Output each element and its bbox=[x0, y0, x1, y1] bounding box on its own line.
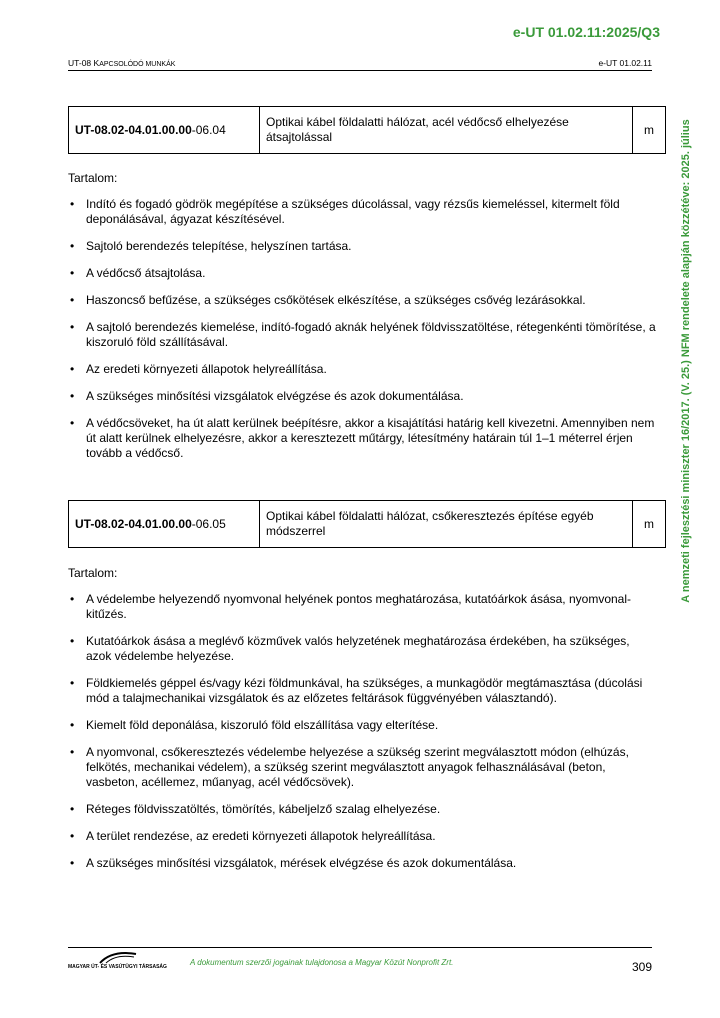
list-item: • A védőcső átsajtolása. bbox=[70, 266, 206, 280]
bullet-icon: • bbox=[70, 389, 75, 403]
side-note-text: A nemzeti fejlesztési miniszter 16/2017. (V. 25.) NFM rendelete alapján közzétéve: 2025. július bbox=[680, 119, 692, 603]
publication-side-note bbox=[676, 96, 696, 626]
copyright-notice: A dokumentum szerzői jogainak tulajdonosa a Magyar Közút Nonprofit Zrt. bbox=[190, 958, 454, 967]
page-number: 309 bbox=[631, 960, 652, 974]
bullet-icon: • bbox=[70, 416, 75, 430]
bullet-list-2 bbox=[68, 592, 656, 883]
bullet-list-1 bbox=[68, 197, 656, 473]
list-item: • A védelembe helyezendő nyomvonal helyének pontos meghatározása, kutatóárkok ásása, nyomvonal-kitűzés. bbox=[70, 592, 631, 621]
list-item: • A sajtoló berendezés kiemelése, indító-fogadó aknák helyének földvisszatöltése, rétegenkénti tömörítése, a kiszoruló föld szállításával. bbox=[70, 320, 656, 349]
running-header-left bbox=[68, 58, 175, 68]
bullet-icon: • bbox=[70, 802, 75, 816]
item-code-suffix: -06.05 bbox=[191, 517, 226, 531]
item-unit: m bbox=[633, 107, 666, 154]
bullet-icon: • bbox=[70, 745, 75, 759]
organization-name: MAGYAR ÚT- ÉS VASÚTÜGYI TÁRSASÁG bbox=[68, 964, 167, 970]
bullet-icon: • bbox=[70, 293, 75, 307]
bullet-icon: • bbox=[70, 676, 75, 690]
bullet-icon: • bbox=[70, 856, 75, 870]
bullet-icon: • bbox=[70, 197, 75, 211]
list-item: • A nyomvonal, csőkeresztezés védelembe helyezése a szükség szerint megválasztott módon (elhúzás, felkötés, mechanikai védelem), a szükség szerint megválasztott anyagok felhasználásával (beton, vasbeton, acéllemez, műanyag, acél védőcsövek). bbox=[70, 745, 629, 789]
organization-logo bbox=[68, 950, 167, 974]
item-code-main: UT-08.02-04.01.00.00 bbox=[75, 517, 192, 531]
item-code bbox=[69, 107, 260, 154]
list-item: • Földkiemelés géppel és/vagy kézi földmunkával, ha szükséges, a munkagödör megtámasztása (dúcolási mód a talajmechanikai vizsgálatok és az előzetes feltárások függvényében választandó). bbox=[70, 676, 643, 705]
list-item: • Sajtoló berendezés telepítése, helyszínen tartása. bbox=[70, 239, 352, 253]
chapter-smallcaps: APCSOLÓDÓ MUNKÁK bbox=[99, 61, 176, 68]
bullet-icon: • bbox=[70, 592, 75, 606]
bullet-icon: • bbox=[70, 239, 75, 253]
list-item: • Réteges földvisszatöltés, tömörítés, kábeljelző szalag elhelyezése. bbox=[70, 802, 441, 816]
list-item: • Kiemelt föld deponálása, kiszoruló föld elszállítása vagy elterítése. bbox=[70, 718, 439, 732]
footer-divider bbox=[68, 947, 652, 948]
item-code-suffix: -06.04 bbox=[191, 123, 226, 137]
running-header-right: e-UT 01.02.11 bbox=[598, 58, 652, 68]
bullet-icon: • bbox=[70, 320, 75, 334]
list-item: • Haszoncső befűzése, a szükséges csőkötések elkészítése, a szükséges csővég lezárásokkal. bbox=[70, 293, 586, 307]
list-item: • Az eredeti környezeti állapotok helyreállítása. bbox=[70, 362, 327, 376]
list-item: • Kutatóárkok ásása a meglévő közművek valós helyzetének meghatározása érdekében, ha szükséges, azok védelembe helyezése. bbox=[70, 634, 630, 663]
bullet-icon: • bbox=[70, 634, 75, 648]
list-item: • A védőcsöveket, ha út alatt kerülnek beépítésre, akkor a kisajátítási határig kell kivezetni. Amennyiben nem út alatt kerülnek elhelyezésre, akkor a keresztezett műtárgy, létesítmény határain túl 1–1 méterrel érjen tovább a védőcső. bbox=[70, 416, 655, 460]
list-item: • A szükséges minősítési vizsgálatok, mérések elvégzése és azok dokumentálása. bbox=[70, 856, 517, 870]
item-description: Optikai kábel földalatti hálózat, acél védőcső elhelyezése átsajtolással bbox=[260, 107, 633, 154]
item-unit: m bbox=[633, 501, 666, 548]
running-header bbox=[68, 58, 652, 71]
content-label: Tartalom: bbox=[68, 171, 118, 185]
item-code bbox=[69, 501, 260, 548]
item-table-1 bbox=[68, 106, 666, 154]
document-code: e-UT 01.02.11:2025/Q3 bbox=[512, 24, 660, 40]
bullet-icon: • bbox=[70, 829, 75, 843]
road-arc-icon bbox=[98, 950, 138, 964]
chapter-prefix: UT-08 K bbox=[68, 58, 100, 68]
list-item: • Indító és fogadó gödrök megépítése a szükséges dúcolással, vagy rézsűs kiemeléssel, kitermelt föld deponálásával, ágyazat készítésével. bbox=[70, 197, 620, 226]
bullet-icon: • bbox=[70, 718, 75, 732]
list-item: • A terület rendezése, az eredeti környezeti állapotok helyreállítása. bbox=[70, 829, 436, 843]
list-item: • A szükséges minősítési vizsgálatok elvégzése és azok dokumentálása. bbox=[70, 389, 464, 403]
content-label: Tartalom: bbox=[68, 566, 118, 580]
item-code-main: UT-08.02-04.01.00.00 bbox=[75, 123, 192, 137]
bullet-icon: • bbox=[70, 266, 75, 280]
bullet-icon: • bbox=[70, 362, 75, 376]
item-description: Optikai kábel földalatti hálózat, csőkeresztezés építése egyéb módszerrel bbox=[260, 501, 633, 548]
item-table-2 bbox=[68, 500, 666, 548]
